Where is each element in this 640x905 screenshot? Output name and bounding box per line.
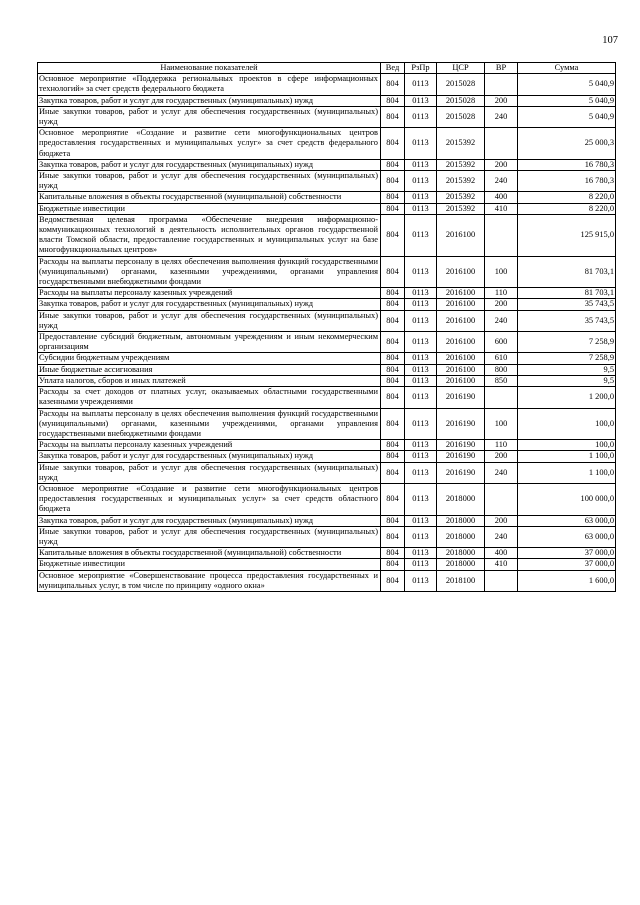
cell-name: Основное мероприятие «Создание и развитие сети многофункциональных центров предоставления государственных и муниципальных услуг» за счет средств федерального бюджета — [38, 128, 381, 160]
table-row — [38, 408, 616, 440]
table-row — [38, 299, 616, 310]
cell-csr: 2015028 — [437, 74, 485, 95]
cell-ved: 804 — [381, 128, 405, 160]
cell-rzpr: 0113 — [405, 375, 437, 386]
cell-csr: 2016190 — [437, 387, 485, 408]
cell-name: Основное мероприятие «Создание и развитие сети многофункциональных центров предоставления государственных и муниципальных услуг» за счет средств областного бюджета — [38, 483, 381, 515]
cell-rzpr: 0113 — [405, 332, 437, 353]
cell-name: Иные закупки товаров, работ и услуг для обеспечения государственных (муниципальных) нужд — [38, 310, 381, 331]
cell-csr: 2016100 — [437, 310, 485, 331]
cell-vr — [485, 74, 518, 95]
cell-vr: 800 — [485, 364, 518, 375]
table-row — [38, 483, 616, 515]
table-row — [38, 440, 616, 451]
table-row — [38, 310, 616, 331]
cell-name: Субсидии бюджетным учреждениям — [38, 353, 381, 364]
cell-ved: 804 — [381, 288, 405, 299]
cell-ved: 804 — [381, 74, 405, 95]
cell-rzpr: 0113 — [405, 570, 437, 591]
cell-name: Капитальные вложения в объекты государственной (муниципальной) собственности — [38, 192, 381, 203]
cell-csr: 2016190 — [437, 408, 485, 440]
cell-name: Расходы на выплаты персоналу казенных учреждений — [38, 288, 381, 299]
cell-vr: 240 — [485, 310, 518, 331]
cell-csr: 2016190 — [437, 451, 485, 462]
cell-vr: 240 — [485, 462, 518, 483]
table-row — [38, 171, 616, 192]
cell-name: Основное мероприятие «Совершенствование процесса предоставления государственных и муниципальных услуг, в том числе по принципу «одного окна» — [38, 570, 381, 591]
cell-sum: 35 743,5 — [518, 310, 616, 331]
cell-sum: 37 000,0 — [518, 548, 616, 559]
cell-sum: 7 258,9 — [518, 332, 616, 353]
cell-sum: 63 000,0 — [518, 526, 616, 547]
cell-rzpr: 0113 — [405, 515, 437, 526]
cell-vr: 240 — [485, 106, 518, 127]
cell-vr — [485, 128, 518, 160]
cell-ved: 804 — [381, 203, 405, 214]
cell-csr: 2016100 — [437, 299, 485, 310]
table-row — [38, 548, 616, 559]
cell-rzpr: 0113 — [405, 171, 437, 192]
cell-ved: 804 — [381, 310, 405, 331]
cell-sum: 100,0 — [518, 440, 616, 451]
cell-csr: 2016100 — [437, 214, 485, 256]
cell-ved: 804 — [381, 106, 405, 127]
cell-csr: 2016100 — [437, 332, 485, 353]
page-number: 107 — [602, 35, 618, 46]
cell-sum: 9,5 — [518, 364, 616, 375]
cell-csr: 2018100 — [437, 570, 485, 591]
cell-rzpr: 0113 — [405, 559, 437, 570]
cell-vr: 240 — [485, 526, 518, 547]
cell-sum: 7 258,9 — [518, 353, 616, 364]
cell-vr: 850 — [485, 375, 518, 386]
cell-name: Капитальные вложения в объекты государственной (муниципальной) собственности — [38, 548, 381, 559]
table-row — [38, 332, 616, 353]
cell-vr: 110 — [485, 440, 518, 451]
table-row — [38, 106, 616, 127]
cell-csr: 2015392 — [437, 192, 485, 203]
cell-sum: 63 000,0 — [518, 515, 616, 526]
cell-rzpr: 0113 — [405, 74, 437, 95]
cell-rzpr: 0113 — [405, 214, 437, 256]
table-row — [38, 159, 616, 170]
cell-ved: 804 — [381, 387, 405, 408]
cell-csr: 2018000 — [437, 548, 485, 559]
cell-name: Расходы за счет доходов от платных услуг, оказываемых областными государственными казенными учреждениями — [38, 387, 381, 408]
header-name: Наименование показателей — [38, 63, 381, 74]
header-csr: ЦСР — [437, 63, 485, 74]
cell-ved: 804 — [381, 526, 405, 547]
cell-ved: 804 — [381, 364, 405, 375]
cell-rzpr: 0113 — [405, 288, 437, 299]
cell-vr: 600 — [485, 332, 518, 353]
cell-vr: 200 — [485, 95, 518, 106]
cell-rzpr: 0113 — [405, 440, 437, 451]
cell-name: Иные закупки товаров, работ и услуг для обеспечения государственных (муниципальных) нужд — [38, 171, 381, 192]
cell-rzpr: 0113 — [405, 526, 437, 547]
cell-ved: 804 — [381, 515, 405, 526]
cell-vr: 240 — [485, 171, 518, 192]
cell-name: Расходы на выплаты персоналу в целях обеспечения выполнения функций государственными (муниципальными) органами, казенными учреждениями, органами управления государственными внебюджетными фондами — [38, 408, 381, 440]
cell-sum: 1 200,0 — [518, 387, 616, 408]
header-sum: Сумма — [518, 63, 616, 74]
table-row — [38, 451, 616, 462]
cell-name: Закупка товаров, работ и услуг для государственных (муниципальных) нужд — [38, 451, 381, 462]
cell-rzpr: 0113 — [405, 310, 437, 331]
cell-vr: 410 — [485, 203, 518, 214]
table-row — [38, 375, 616, 386]
table-row — [38, 74, 616, 95]
cell-ved: 804 — [381, 299, 405, 310]
cell-ved: 804 — [381, 408, 405, 440]
cell-ved: 804 — [381, 451, 405, 462]
cell-csr: 2016100 — [437, 288, 485, 299]
cell-name: Иные бюджетные ассигнования — [38, 364, 381, 375]
cell-ved: 804 — [381, 548, 405, 559]
cell-vr: 100 — [485, 256, 518, 288]
table-row — [38, 203, 616, 214]
cell-sum: 100,0 — [518, 408, 616, 440]
table-row — [38, 515, 616, 526]
cell-sum: 100 000,0 — [518, 483, 616, 515]
cell-vr — [485, 214, 518, 256]
cell-sum: 16 780,3 — [518, 171, 616, 192]
cell-vr: 410 — [485, 559, 518, 570]
cell-sum: 81 703,1 — [518, 256, 616, 288]
cell-sum: 9,5 — [518, 375, 616, 386]
cell-sum: 1 100,0 — [518, 451, 616, 462]
cell-csr: 2015392 — [437, 128, 485, 160]
cell-csr: 2018000 — [437, 559, 485, 570]
cell-sum: 35 743,5 — [518, 299, 616, 310]
table-row — [38, 192, 616, 203]
cell-ved: 804 — [381, 214, 405, 256]
table-row — [38, 570, 616, 591]
cell-ved: 804 — [381, 256, 405, 288]
cell-rzpr: 0113 — [405, 159, 437, 170]
cell-name: Закупка товаров, работ и услуг для государственных (муниципальных) нужд — [38, 515, 381, 526]
table-row — [38, 256, 616, 288]
cell-rzpr: 0113 — [405, 462, 437, 483]
table-row — [38, 462, 616, 483]
cell-rzpr: 0113 — [405, 128, 437, 160]
cell-sum: 1 100,0 — [518, 462, 616, 483]
cell-ved: 804 — [381, 559, 405, 570]
cell-csr: 2018000 — [437, 515, 485, 526]
table-header-row — [38, 63, 616, 74]
cell-name: Уплата налогов, сборов и иных платежей — [38, 375, 381, 386]
cell-ved: 804 — [381, 570, 405, 591]
cell-name: Бюджетные инвестиции — [38, 203, 381, 214]
header-rzpr: РзПр — [405, 63, 437, 74]
cell-vr — [485, 483, 518, 515]
cell-csr: 2018000 — [437, 526, 485, 547]
cell-rzpr: 0113 — [405, 483, 437, 515]
cell-name: Закупка товаров, работ и услуг для государственных (муниципальных) нужд — [38, 299, 381, 310]
cell-ved: 804 — [381, 440, 405, 451]
cell-rzpr: 0113 — [405, 95, 437, 106]
cell-name: Закупка товаров, работ и услуг для государственных (муниципальных) нужд — [38, 95, 381, 106]
cell-vr: 200 — [485, 299, 518, 310]
cell-sum: 37 000,0 — [518, 559, 616, 570]
cell-sum: 8 220,0 — [518, 192, 616, 203]
cell-sum: 16 780,3 — [518, 159, 616, 170]
cell-csr: 2016190 — [437, 462, 485, 483]
cell-ved: 804 — [381, 375, 405, 386]
cell-name: Основное мероприятие «Поддержка региональных проектов в сфере информационных технологий» за счет средств федерального бюджета — [38, 74, 381, 95]
table-row — [38, 95, 616, 106]
header-ved: Вед — [381, 63, 405, 74]
cell-csr: 2016100 — [437, 364, 485, 375]
cell-rzpr: 0113 — [405, 364, 437, 375]
cell-csr: 2015392 — [437, 203, 485, 214]
cell-name: Иные закупки товаров, работ и услуг для обеспечения государственных (муниципальных) нужд — [38, 106, 381, 127]
cell-name: Иные закупки товаров, работ и услуг для обеспечения государственных (муниципальных) нужд — [38, 526, 381, 547]
cell-csr: 2016100 — [437, 256, 485, 288]
cell-name: Ведомственная целевая программа «Обеспечение внедрения информационно-коммуникационных технологий в деятельность исполнительных органов государственной власти Томской области, предоставление государственных и муниципальных услуг на базе многофункциональных центров» — [38, 214, 381, 256]
cell-name: Расходы на выплаты персоналу казенных учреждений — [38, 440, 381, 451]
cell-csr: 2015392 — [437, 171, 485, 192]
cell-rzpr: 0113 — [405, 408, 437, 440]
cell-vr: 200 — [485, 159, 518, 170]
cell-csr: 2015392 — [437, 159, 485, 170]
cell-sum: 81 703,1 — [518, 288, 616, 299]
cell-rzpr: 0113 — [405, 451, 437, 462]
cell-csr: 2018000 — [437, 483, 485, 515]
table-row — [38, 214, 616, 256]
cell-ved: 804 — [381, 353, 405, 364]
cell-name: Закупка товаров, работ и услуг для государственных (муниципальных) нужд — [38, 159, 381, 170]
cell-rzpr: 0113 — [405, 203, 437, 214]
cell-rzpr: 0113 — [405, 256, 437, 288]
cell-vr: 400 — [485, 548, 518, 559]
table-row — [38, 387, 616, 408]
cell-rzpr: 0113 — [405, 299, 437, 310]
table-body — [38, 74, 616, 592]
cell-name: Бюджетные инвестиции — [38, 559, 381, 570]
cell-sum: 5 040,9 — [518, 106, 616, 127]
cell-csr: 2016190 — [437, 440, 485, 451]
cell-csr: 2016100 — [437, 353, 485, 364]
cell-rzpr: 0113 — [405, 548, 437, 559]
cell-rzpr: 0113 — [405, 353, 437, 364]
table-row — [38, 128, 616, 160]
cell-sum: 5 040,9 — [518, 74, 616, 95]
cell-vr: 200 — [485, 451, 518, 462]
cell-rzpr: 0113 — [405, 106, 437, 127]
cell-vr: 200 — [485, 515, 518, 526]
table-row — [38, 559, 616, 570]
cell-ved: 804 — [381, 462, 405, 483]
cell-csr: 2015028 — [437, 95, 485, 106]
table-row — [38, 353, 616, 364]
cell-ved: 804 — [381, 171, 405, 192]
cell-ved: 804 — [381, 332, 405, 353]
cell-sum: 25 000,3 — [518, 128, 616, 160]
header-vr: ВР — [485, 63, 518, 74]
cell-vr: 110 — [485, 288, 518, 299]
cell-csr: 2015028 — [437, 106, 485, 127]
table-row — [38, 526, 616, 547]
table-row — [38, 288, 616, 299]
cell-sum: 1 600,0 — [518, 570, 616, 591]
cell-sum: 5 040,9 — [518, 95, 616, 106]
table-row — [38, 364, 616, 375]
cell-rzpr: 0113 — [405, 387, 437, 408]
cell-vr: 100 — [485, 408, 518, 440]
cell-sum: 8 220,0 — [518, 203, 616, 214]
cell-sum: 125 915,0 — [518, 214, 616, 256]
cell-vr: 400 — [485, 192, 518, 203]
cell-vr: 610 — [485, 353, 518, 364]
cell-vr — [485, 570, 518, 591]
cell-rzpr: 0113 — [405, 192, 437, 203]
cell-name: Предоставление субсидий бюджетным, автономным учреждениям и иным некоммерческим организациям — [38, 332, 381, 353]
cell-vr — [485, 387, 518, 408]
cell-name: Расходы на выплаты персоналу в целях обеспечения выполнения функций государственными (муниципальными) органами, казенными учреждениями, органами управления государственными внебюджетными фондами — [38, 256, 381, 288]
cell-ved: 804 — [381, 483, 405, 515]
cell-csr: 2016100 — [437, 375, 485, 386]
cell-ved: 804 — [381, 192, 405, 203]
cell-name: Иные закупки товаров, работ и услуг для обеспечения государственных (муниципальных) нужд — [38, 462, 381, 483]
budget-table — [37, 62, 616, 592]
cell-ved: 804 — [381, 95, 405, 106]
cell-ved: 804 — [381, 159, 405, 170]
